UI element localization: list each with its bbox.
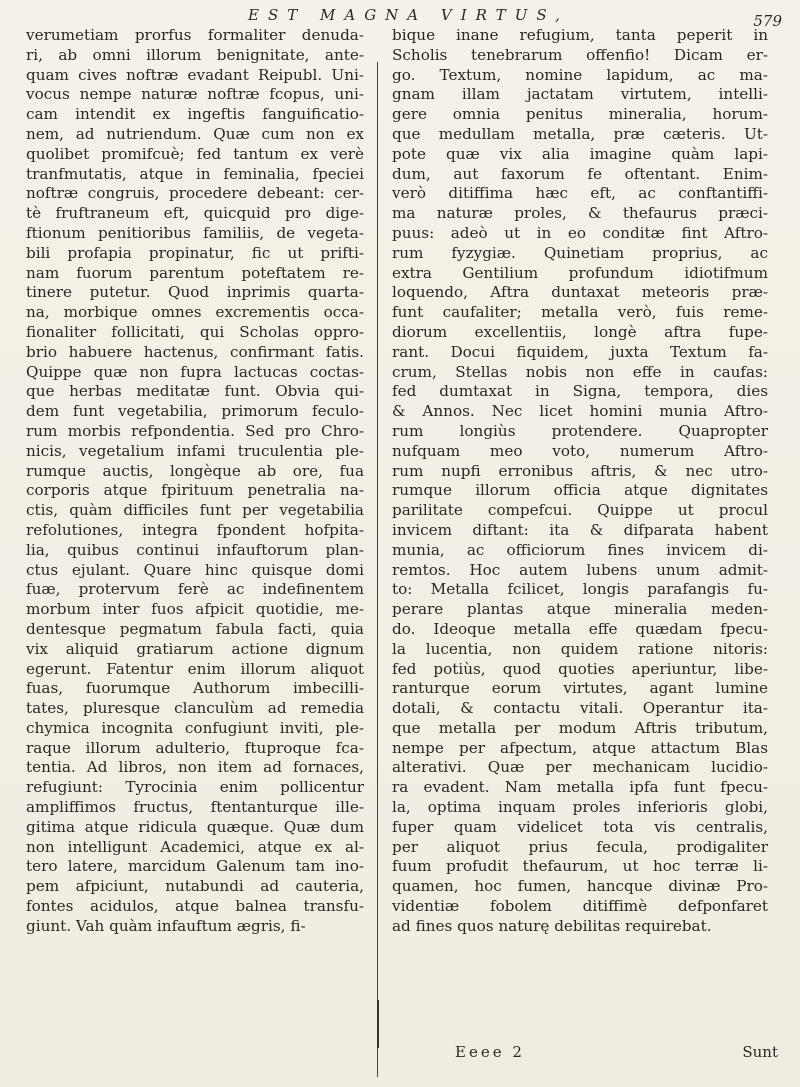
text-line: ctus ejulant. Quare hinc quisque domi xyxy=(26,560,364,579)
text-line: nam fuorum parentum poteftatem re- xyxy=(26,263,364,282)
text-line: fuum profudit thefaurum, ut hoc terræ li- xyxy=(392,857,768,876)
text-line: videntiæ fobolem ditiffimè defponfaret xyxy=(392,897,768,916)
text-line: Scholis tenebrarum offenfio! Dicam er- xyxy=(392,45,768,64)
text-line: munia, ac officiorum fines invicem di- xyxy=(392,540,768,559)
text-line: la, optima inquam proles inferioris globi, xyxy=(392,798,768,817)
text-line: morbum inter fuos afpicit quotidie, me- xyxy=(26,600,364,619)
text-line: bique inane refugium, tanta peperit in xyxy=(392,26,768,44)
text-line: rumque illorum officia atque dignitates xyxy=(392,481,768,500)
text-line: tranfmutatis, atque in feminalia, fpeciei xyxy=(26,164,364,183)
text-line: refugiunt: Tyrocinia enim pollicentur xyxy=(26,778,364,797)
text-line: tates, pluresque clanculùm ad remedia xyxy=(26,699,364,718)
text-line: gere omnia penitus mineralia, horum- xyxy=(392,105,768,124)
text-line: fuas, fuorumque Authorum imbecilli- xyxy=(26,679,364,698)
text-line: pote quæ vix alia imagine quàm lapi- xyxy=(392,144,768,163)
text-line: refolutiones, integra fpondent hofpita- xyxy=(26,520,364,539)
text-line: corporis atque fpirituum penetralia na- xyxy=(26,481,364,500)
text-line: egerunt. Fatentur enim illorum aliquot xyxy=(26,659,364,678)
text-line: crum, Stellas nobis non effe in caufas: xyxy=(392,362,768,381)
text-line: rumque auctis, longèque ab ore, fua xyxy=(26,461,364,480)
text-line: to: Metalla fcilicet, longis parafangis fu- xyxy=(392,580,768,599)
text-line: invicem diftant: ita & difparata habent xyxy=(392,520,768,539)
text-line: rant. Docui fiquidem, juxta Textum fa- xyxy=(392,342,768,361)
text-line: alterativi. Quæ per mechanicam lucidio- xyxy=(392,758,768,777)
text-line: ftionum penitioribus familiis, de vegeta- xyxy=(26,223,364,242)
text-line: puus: adeò ut in eo conditæ fint Aftro- xyxy=(392,223,768,242)
signature-mark: Eeee 2 xyxy=(455,1043,525,1061)
page-number: 579 xyxy=(753,12,782,30)
running-head: EST MAGNA VIRTUS, xyxy=(248,6,569,24)
text-line: giunt. Vah quàm infauftum ægris, fi- xyxy=(26,916,306,935)
text-line: fed dumtaxat in Signa, tempora, dies xyxy=(392,382,768,401)
text-line: fontes acidulos, atque balnea transfu- xyxy=(26,897,364,916)
left-column xyxy=(26,26,364,937)
text-line: funt caufaliter; metalla verò, fuis reme- xyxy=(392,303,768,322)
text-line: fuæ, protervum ferè ac indefinentem xyxy=(26,580,364,599)
text-line: que herbas meditatæ funt. Obvia qui- xyxy=(26,382,364,401)
text-line: ampliffimos fructus, ftentanturque ille- xyxy=(26,798,364,817)
text-line: na, morbique omnes excrementis occa- xyxy=(26,303,364,322)
text-line: ma naturæ proles, & thefaurus præci- xyxy=(392,204,768,223)
right-column xyxy=(392,26,768,937)
text-line: non intelligunt Academici, atque ex al- xyxy=(26,837,364,856)
text-line: dotali, & contactu vitali. Operantur ita- xyxy=(392,699,768,718)
text-line: que medullam metalla, præ cæteris. Ut- xyxy=(392,124,768,143)
text-line: & Annos. Nec licet homini munia Aftro- xyxy=(392,402,768,421)
text-line: quam cives noftræ evadant Reipubl. Uni- xyxy=(26,65,364,84)
text-line: dum, aut faxorum fe oftentant. Enim- xyxy=(392,164,768,183)
text-line: perare plantas atque mineralia meden- xyxy=(392,600,768,619)
text-line: quamen, hoc fumen, hancque divinæ Pro- xyxy=(392,877,768,896)
text-line: ra evadent. Nam metalla ipfa funt fpecu- xyxy=(392,778,768,797)
column-divider-tick xyxy=(377,1000,379,1048)
text-line: chymica incognita confugiunt inviti, ple- xyxy=(26,718,364,737)
text-line: remtos. Hoc autem lubens unum admit- xyxy=(392,560,768,579)
text-line: verumetiam prorfus formaliter denuda- xyxy=(26,26,364,44)
text-line: do. Ideoque metalla effe quædam fpecu- xyxy=(392,619,768,638)
text-line: verò ditiffima hæc eft, ac conftantiffi- xyxy=(392,184,768,203)
text-line: fuper quam videlicet tota vis centralis, xyxy=(392,817,768,836)
text-line: cam intendit ex ingeftis fanguificatio- xyxy=(26,105,364,124)
text-line: la lucentia, non quidem ratione nitoris: xyxy=(392,639,768,658)
text-line: noftræ congruis, procedere debeant: cer- xyxy=(26,184,364,203)
text-line: rum morbis refpondentia. Sed pro Chro- xyxy=(26,421,364,440)
text-line: ctis, quàm difficiles funt per vegetabilia xyxy=(26,501,364,520)
text-line: ranturque eorum virtutes, agant lumine xyxy=(392,679,768,698)
text-line: nem, ad nutriendum. Quæ cum non ex xyxy=(26,124,364,143)
text-line: gnam illam jactatam virtutem, intelli- xyxy=(392,85,768,104)
text-line: bili profapia propinatur, fic ut prifti- xyxy=(26,243,364,262)
text-line: brio habuere hactenus, confirmant fatis. xyxy=(26,342,364,361)
text-line: parilitate compefcui. Quippe ut procul xyxy=(392,501,768,520)
text-line: nufquam meo voto, numerum Aftro- xyxy=(392,441,768,460)
text-line: pem afpiciunt, nutabundi ad cauteria, xyxy=(26,877,364,896)
text-line: que metalla per modum Aftris tributum, xyxy=(392,718,768,737)
text-line: vocus nempe naturæ noftræ fcopus, uni- xyxy=(26,85,364,104)
column-divider xyxy=(377,62,378,1077)
text-line: Quippe quæ non fupra lactucas coctas- xyxy=(26,362,364,381)
text-line: dem funt vegetabilia, primorum feculo- xyxy=(26,402,364,421)
text-line: tero latere, marcidum Galenum tam ino- xyxy=(26,857,364,876)
text-line: dentesque pegmatum fabula facti, quia xyxy=(26,619,364,638)
catchword: Sunt xyxy=(742,1043,778,1061)
text-line: vix aliquid gratiarum actione dignum xyxy=(26,639,364,658)
text-line: nempe per afpectum, atque attactum Blas xyxy=(392,738,768,757)
text-line: tinere putetur. Quod inprimis quarta- xyxy=(26,283,364,302)
text-line: go. Textum, nomine lapidum, ac ma- xyxy=(392,65,768,84)
text-line: diorum excellentiis, longè aftra fupe- xyxy=(392,322,768,341)
text-line: rum fyzygiæ. Quinetiam proprius, ac xyxy=(392,243,768,262)
text-line: rum nupfi erronibus aftris, & nec utro- xyxy=(392,461,768,480)
text-line: ad fines quos naturę debilitas requirebat. xyxy=(392,916,712,935)
text-line: fionaliter follicitati, qui Scholas oppro- xyxy=(26,322,364,341)
text-line: lia, quibus continui infauftorum plan- xyxy=(26,540,364,559)
text-line: extra Gentilium profundum idiotifmum xyxy=(392,263,768,282)
text-line: ri, ab omni illorum benignitate, ante- xyxy=(26,45,364,64)
text-line: nicis, vegetalium infami truculentia ple- xyxy=(26,441,364,460)
text-line: raque illorum adulterio, ftuproque fca- xyxy=(26,738,364,757)
text-line: fed potiùs, quod quoties aperiuntur, libe- xyxy=(392,659,768,678)
text-line: per aliquot prius fecula, prodigaliter xyxy=(392,837,768,856)
text-line: tè fruftraneum eft, quicquid pro dige- xyxy=(26,204,364,223)
text-line: tentia. Ad libros, non item ad fornaces, xyxy=(26,758,364,777)
text-line: gitima atque ridicula quæque. Quæ dum xyxy=(26,817,364,836)
text-line: quolibet promifcuè; fed tantum ex verè xyxy=(26,144,364,163)
text-line: loquendo, Aftra duntaxat meteoris præ- xyxy=(392,283,768,302)
text-line: rum longiùs protendere. Quapropter xyxy=(392,421,768,440)
